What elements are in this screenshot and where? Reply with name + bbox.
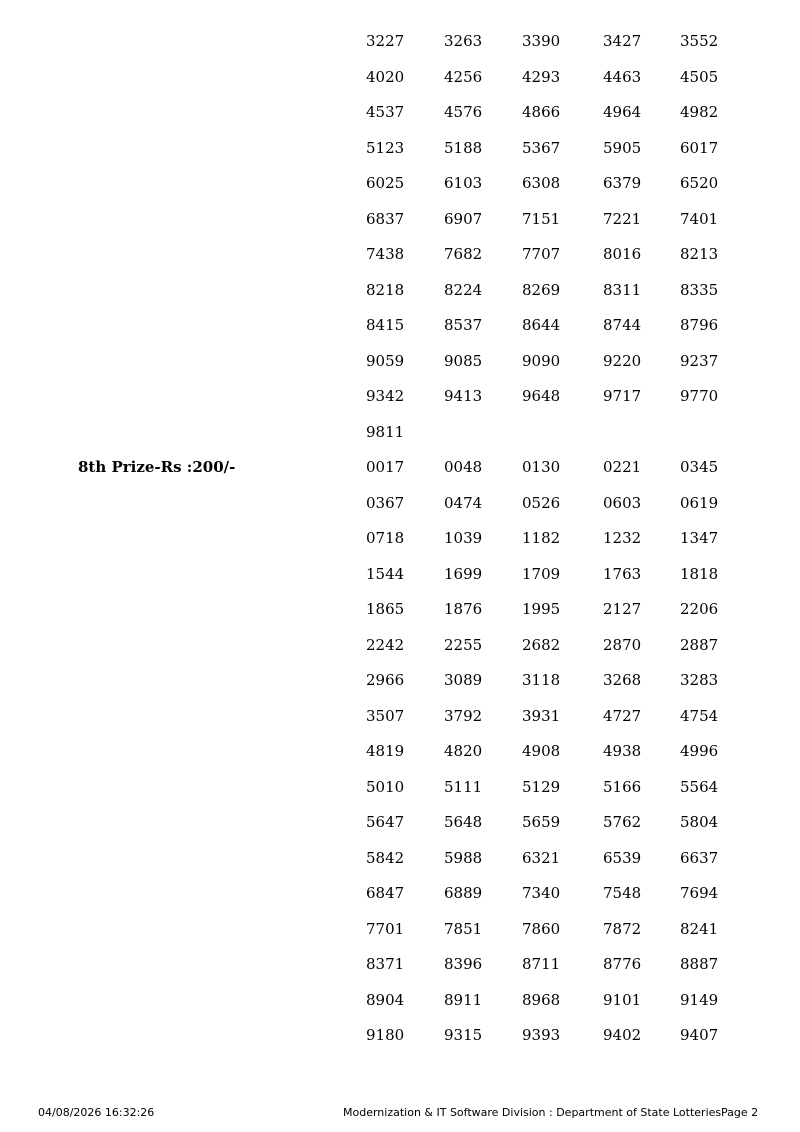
ticket-number: 7340 (522, 884, 561, 902)
ticket-number: 8241 (680, 919, 719, 938)
ticket-number: 3427 (603, 32, 642, 50)
ticket-number: 8371 (366, 955, 405, 973)
ticket-number: 5647 (366, 813, 405, 831)
ticket-number: 2127 (603, 600, 642, 618)
ticket-number: 7872 (603, 919, 642, 938)
ticket-number: 9407 (680, 1026, 719, 1044)
ticket-number: 6025 (366, 174, 405, 192)
ticket-number: 1876 (444, 600, 483, 618)
ticket-number: 9413 (444, 387, 483, 405)
ticket-number: 8904 (366, 990, 405, 1009)
ticket-number: 3089 (444, 671, 483, 689)
ticket-number: 0367 (366, 493, 405, 512)
ticket-number: 8335 (680, 280, 719, 299)
ticket-number: 5988 (444, 848, 483, 867)
ticket-number: 8311 (603, 280, 642, 299)
ticket-number: 5010 (366, 777, 405, 796)
ticket-number: 5564 (680, 777, 719, 796)
ticket-number: 6889 (444, 884, 483, 902)
ticket-number: 9717 (603, 387, 642, 405)
ticket-number: 4256 (444, 67, 483, 86)
ticket-number: 5188 (444, 138, 483, 157)
ticket-number: 8711 (522, 955, 561, 973)
ticket-number: 3792 (444, 706, 483, 725)
ticket-number: 4020 (366, 67, 405, 86)
ticket-number: 5367 (522, 138, 561, 157)
ticket-number: 3507 (366, 706, 405, 725)
ticket-number: 4727 (603, 706, 642, 725)
ticket-number: 3931 (522, 706, 561, 725)
ticket-number: 9811 (366, 422, 405, 441)
ticket-number: 5842 (366, 848, 405, 867)
ticket-number: 7860 (522, 919, 561, 938)
ticket-number: 1544 (366, 564, 405, 583)
ticket-number: 4996 (680, 742, 719, 760)
ticket-number: 1182 (522, 529, 561, 547)
ticket-number: 4982 (680, 103, 719, 121)
footer-page-number: Page 2 (721, 1106, 759, 1119)
ticket-number: 0474 (444, 493, 483, 512)
ticket-number: 2887 (680, 635, 719, 654)
ticket-number: 6308 (522, 174, 561, 192)
ticket-number: 3552 (680, 32, 719, 50)
ticket-number: 8269 (522, 280, 561, 299)
ticket-number: 7438 (366, 245, 405, 263)
ticket-number: 1818 (680, 564, 719, 583)
ticket-number: 6103 (444, 174, 483, 192)
ticket-number: 7401 (680, 209, 719, 228)
ticket-number: 8537 (444, 316, 483, 334)
ticket-number: 0345 (680, 458, 719, 476)
footer-division: Modernization & IT Software Division : Department of State Lotteries (343, 1106, 722, 1119)
ticket-number: 9402 (603, 1026, 642, 1044)
ticket-number: 1763 (603, 564, 642, 583)
ticket-number: 8887 (680, 955, 719, 973)
eighth-prize-label: 8th Prize-Rs :200/- (78, 458, 236, 476)
footer-timestamp: 04/08/2026 16:32:26 (38, 1106, 155, 1119)
ticket-number: 9342 (366, 387, 405, 405)
ticket-number: 3390 (522, 32, 561, 50)
ticket-number: 8776 (603, 955, 642, 973)
ticket-number: 8396 (444, 955, 483, 973)
ticket-number: 6907 (444, 209, 483, 228)
ticket-number: 4537 (366, 103, 405, 121)
ticket-number: 0526 (522, 493, 561, 512)
ticket-number: 5762 (603, 813, 642, 831)
ticket-number: 4293 (522, 67, 561, 86)
ticket-number: 6321 (522, 848, 561, 867)
ticket-number: 8796 (680, 316, 719, 334)
ticket-number: 3268 (603, 671, 642, 689)
ticket-number: 3283 (680, 671, 719, 689)
ticket-number: 5804 (680, 813, 719, 831)
ticket-number: 9315 (444, 1026, 483, 1044)
ticket-number: 4866 (522, 103, 561, 121)
ticket-number: 3263 (444, 32, 483, 50)
ticket-number: 5123 (366, 138, 405, 157)
ticket-number: 1039 (444, 529, 483, 547)
ticket-number: 9220 (603, 351, 642, 370)
ticket-number: 8911 (444, 990, 483, 1009)
ticket-number: 0603 (603, 493, 642, 512)
ticket-number: 7682 (444, 245, 483, 263)
ticket-number: 7548 (603, 884, 642, 902)
ticket-number: 2255 (444, 635, 483, 654)
ticket-number: 9648 (522, 387, 561, 405)
ticket-number: 7221 (603, 209, 642, 228)
ticket-number: 1995 (522, 600, 561, 618)
ticket-number: 7707 (522, 245, 561, 263)
ticket-number: 9180 (366, 1026, 405, 1044)
ticket-number: 4754 (680, 706, 719, 725)
ticket-number: 8016 (603, 245, 642, 263)
ticket-number: 6017 (680, 138, 719, 157)
ticket-number: 5166 (603, 777, 642, 796)
ticket-number: 7701 (366, 919, 405, 938)
ticket-number: 9393 (522, 1026, 561, 1044)
ticket-number: 4819 (366, 742, 405, 760)
ticket-number: 9149 (680, 990, 719, 1009)
ticket-number: 8218 (366, 280, 405, 299)
ticket-number: 1699 (444, 564, 483, 583)
ticket-number: 0130 (522, 458, 561, 476)
ticket-number: 8744 (603, 316, 642, 334)
ticket-number: 0619 (680, 493, 719, 512)
ticket-number: 0718 (366, 529, 405, 547)
ticket-number: 4964 (603, 103, 642, 121)
ticket-number: 5111 (444, 777, 483, 796)
ticket-number: 6847 (366, 884, 405, 902)
ticket-number: 8415 (366, 316, 405, 334)
ticket-number: 9237 (680, 351, 719, 370)
ticket-number: 1709 (522, 564, 561, 583)
ticket-number: 5648 (444, 813, 483, 831)
ticket-number: 8968 (522, 990, 561, 1009)
ticket-number: 7694 (680, 884, 719, 902)
ticket-number: 1347 (680, 529, 719, 547)
ticket-number: 4820 (444, 742, 483, 760)
ticket-number: 4463 (603, 67, 642, 86)
ticket-number: 9101 (603, 990, 642, 1009)
ticket-number: 0017 (366, 458, 405, 476)
ticket-number: 5905 (603, 138, 642, 157)
ticket-number: 5659 (522, 813, 561, 831)
ticket-number: 9090 (522, 351, 561, 370)
ticket-number: 3118 (522, 671, 561, 689)
ticket-number: 6379 (603, 174, 642, 192)
ticket-number: 4908 (522, 742, 561, 760)
ticket-number: 3227 (366, 32, 405, 50)
ticket-number: 6539 (603, 848, 642, 867)
ticket-number: 6637 (680, 848, 719, 867)
ticket-number: 4938 (603, 742, 642, 760)
ticket-number: 7151 (522, 209, 561, 228)
ticket-number: 1232 (603, 529, 642, 547)
ticket-number: 7851 (444, 919, 483, 938)
ticket-number: 0221 (603, 458, 642, 476)
ticket-number: 2966 (366, 671, 405, 689)
ticket-number: 9085 (444, 351, 483, 370)
ticket-number: 5129 (522, 777, 561, 796)
ticket-number: 2870 (603, 635, 642, 654)
ticket-number: 2682 (522, 635, 561, 654)
ticket-number: 4505 (680, 67, 719, 86)
ticket-number: 2242 (366, 635, 405, 654)
ticket-number: 1865 (366, 600, 405, 618)
ticket-number: 9770 (680, 387, 719, 405)
ticket-number: 8213 (680, 245, 719, 263)
ticket-number: 9059 (366, 351, 405, 370)
ticket-number: 6520 (680, 174, 719, 192)
ticket-number: 8224 (444, 280, 483, 299)
ticket-number: 6837 (366, 209, 405, 228)
ticket-number: 2206 (680, 600, 719, 618)
ticket-number: 4576 (444, 103, 483, 121)
ticket-number: 8644 (522, 316, 561, 334)
ticket-number: 0048 (444, 458, 483, 476)
